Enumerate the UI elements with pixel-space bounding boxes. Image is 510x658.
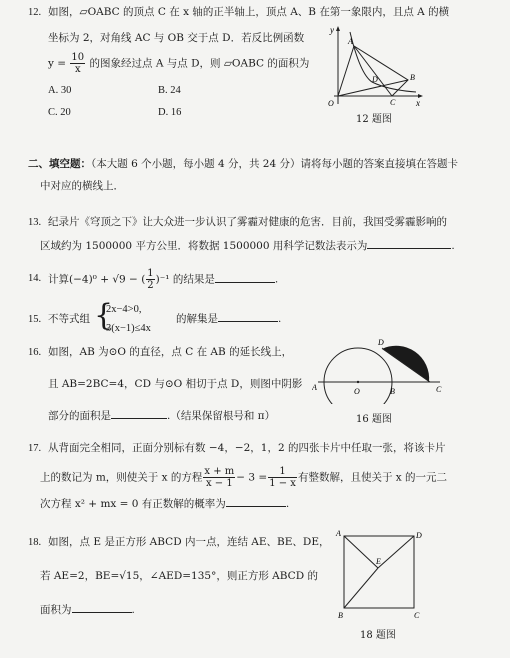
q13-answer-blank[interactable] bbox=[367, 248, 451, 249]
q17-answer-blank[interactable] bbox=[226, 506, 286, 507]
q16-fig-label-o: O bbox=[354, 387, 360, 396]
q14-frac-num: 1 bbox=[147, 268, 154, 279]
q18-fig-label-e: E bbox=[376, 557, 381, 566]
q16-number: 16. bbox=[28, 347, 42, 358]
q12-option-d: D. 16 bbox=[158, 107, 182, 118]
q17-eq-den2: 1 − x bbox=[269, 478, 296, 489]
q16-fig-label-c: C bbox=[436, 385, 442, 394]
section2-desc: （本大题 6 个小题，每小题 4 分，共 24 分）请将每小题的答案直接填在答题卡 bbox=[91, 158, 458, 170]
section2-desc2: 中对应的横线上． bbox=[40, 180, 124, 192]
q17-line2-post: 有整数解，且使关于 x 的一元二 bbox=[297, 471, 448, 484]
q18-number: 18. bbox=[28, 537, 42, 548]
q12-number: 12. bbox=[28, 7, 42, 18]
q17-number: 17. bbox=[28, 443, 42, 454]
q16-line3 bbox=[48, 410, 275, 423]
q14-pre: 计算(−4)⁰ + √9 − ( bbox=[48, 273, 146, 286]
q12-func-fraction bbox=[70, 52, 85, 75]
q16-figure bbox=[312, 334, 452, 404]
q14-frac-den: 2 bbox=[147, 280, 154, 291]
q12-option-b: B. 24 bbox=[158, 85, 181, 96]
q12-fig-label-b: B bbox=[410, 73, 415, 82]
q16-line3-pre: 部分的面积是 bbox=[48, 410, 111, 422]
q14-line bbox=[48, 268, 278, 291]
q12-func-y: y = bbox=[48, 57, 67, 70]
q13-line2-text: 区域约为 1500000 平方公里．将数据 1500000 用科学记数法表示为 bbox=[40, 240, 368, 252]
q14-answer-blank[interactable] bbox=[215, 282, 275, 283]
q17-eq-den1: x − 1 bbox=[205, 478, 233, 489]
section2-heading bbox=[28, 158, 458, 171]
q12-fig-label-o: O bbox=[328, 99, 334, 108]
q18-line2: 若 AE=2，BE=√15，∠AED=135°，则正方形 ABCD 的 bbox=[40, 570, 318, 582]
q17-line1: 从背面完全相同，正面分别标有数 −4，−2，1，2 的四张卡片中任取一张，将该卡片 bbox=[48, 442, 446, 454]
q13-number: 13. bbox=[28, 217, 42, 228]
q17-eq-frac1 bbox=[203, 466, 235, 489]
q12-line1: 如图，▱OABC 的顶点 C 在 x 轴的正半轴上，顶点 A、B 在第一象限内，且点 A 的横 bbox=[48, 6, 450, 18]
q18-fig-label-b: B bbox=[338, 611, 343, 620]
q15-brace: { bbox=[94, 298, 114, 333]
q12-fig-label-x: x bbox=[416, 98, 420, 108]
q16-answer-blank[interactable] bbox=[111, 418, 167, 419]
q15-pre: 不等式组 bbox=[48, 313, 90, 325]
q18-fig-label-d: D bbox=[416, 531, 422, 540]
q14-fraction bbox=[146, 268, 154, 291]
q16-fig-label-a: A bbox=[312, 383, 317, 392]
q15-end: . bbox=[278, 313, 282, 325]
q18-answer-blank[interactable] bbox=[72, 612, 132, 613]
section2-title: 二、填空题： bbox=[28, 158, 91, 170]
q12-fig-label-y: y bbox=[330, 25, 334, 35]
q12-figure bbox=[328, 24, 424, 108]
q18-line3 bbox=[40, 604, 135, 617]
q13-line2 bbox=[40, 240, 455, 253]
q18-fig-label-a: A bbox=[336, 529, 341, 538]
q12-option-a: A. 30 bbox=[48, 85, 72, 96]
q16-line1: 如图，AB 为⊙O 的直径，点 C 在 AB 的延长线上， bbox=[48, 346, 293, 358]
q17-eq-frac2 bbox=[268, 466, 297, 489]
q15-post: 的解集是 bbox=[176, 313, 218, 325]
q17-line2 bbox=[40, 466, 447, 489]
q14-end: . bbox=[274, 273, 279, 286]
q17-eq-num1: x + m bbox=[204, 466, 235, 477]
q14-number: 14. bbox=[28, 273, 42, 284]
q16-fig-label-d: D bbox=[378, 338, 384, 347]
q16-fig-label-b: B bbox=[390, 387, 395, 396]
q12-line2: 坐标为 2，对角线 AC 与 OB 交于点 D．若反比例函数 bbox=[48, 32, 305, 44]
q13-line1: 纪录片《穹顶之下》让大众进一步认识了雾霾对健康的危害．目前，我国受雾霾影响的 bbox=[48, 216, 447, 228]
q12-fig-label-c: C bbox=[390, 98, 396, 107]
q18-end: . bbox=[131, 604, 135, 616]
q16-line3-post: .（结果保留根号和 π） bbox=[167, 410, 276, 422]
q17-end: . bbox=[285, 498, 290, 510]
q12-line3 bbox=[48, 52, 309, 75]
q15-number: 15. bbox=[28, 314, 42, 325]
q17-line3-pre: 次方程 x² + mx = 0 有正数解的概率为 bbox=[40, 498, 226, 510]
q12-func-den: x bbox=[74, 64, 81, 75]
q18-caption: 18 题图 bbox=[360, 630, 396, 641]
q16-caption: 16 题图 bbox=[356, 414, 392, 425]
q17-eq-num2: 1 bbox=[268, 466, 297, 478]
q12-fig-label-a: A bbox=[348, 37, 353, 46]
q12-option-c: C. 20 bbox=[48, 107, 71, 118]
q12-caption: 12 题图 bbox=[356, 114, 392, 125]
q18-fig-label-c: C bbox=[414, 611, 420, 620]
q18-line3-pre: 面积为 bbox=[40, 604, 72, 616]
q12-line3-rest: 的图象经过点 A 与点 D，则 ▱OABC 的面积为 bbox=[89, 57, 310, 70]
q14-post: )⁻¹ 的结果是 bbox=[155, 273, 215, 286]
q12-fig-label-d: D bbox=[372, 75, 378, 84]
q12-func-num: 10 bbox=[71, 52, 85, 63]
q17-line3 bbox=[40, 498, 289, 511]
q17-line2-pre: 上的数记为 m，则使关于 x 的方程 bbox=[40, 471, 203, 484]
q17-eq-mid: − 3 = bbox=[236, 471, 268, 484]
q18-line1: 如图，点 E 是正方形 ABCD 内一点，连结 AE、BE、DE， bbox=[48, 536, 330, 548]
q15-post-line bbox=[176, 313, 281, 326]
q13-end: . bbox=[451, 240, 455, 252]
q15-ineq2: 3(x−1)≤4x bbox=[106, 323, 151, 334]
q15-ineq1: 2x−4>0, bbox=[106, 304, 142, 315]
q15-answer-blank[interactable] bbox=[218, 321, 278, 322]
q18-figure bbox=[334, 528, 426, 622]
q16-line2: 且 AB=2BC=4，CD 与⊙O 相切于点 D，则图中阴影 bbox=[48, 378, 303, 390]
